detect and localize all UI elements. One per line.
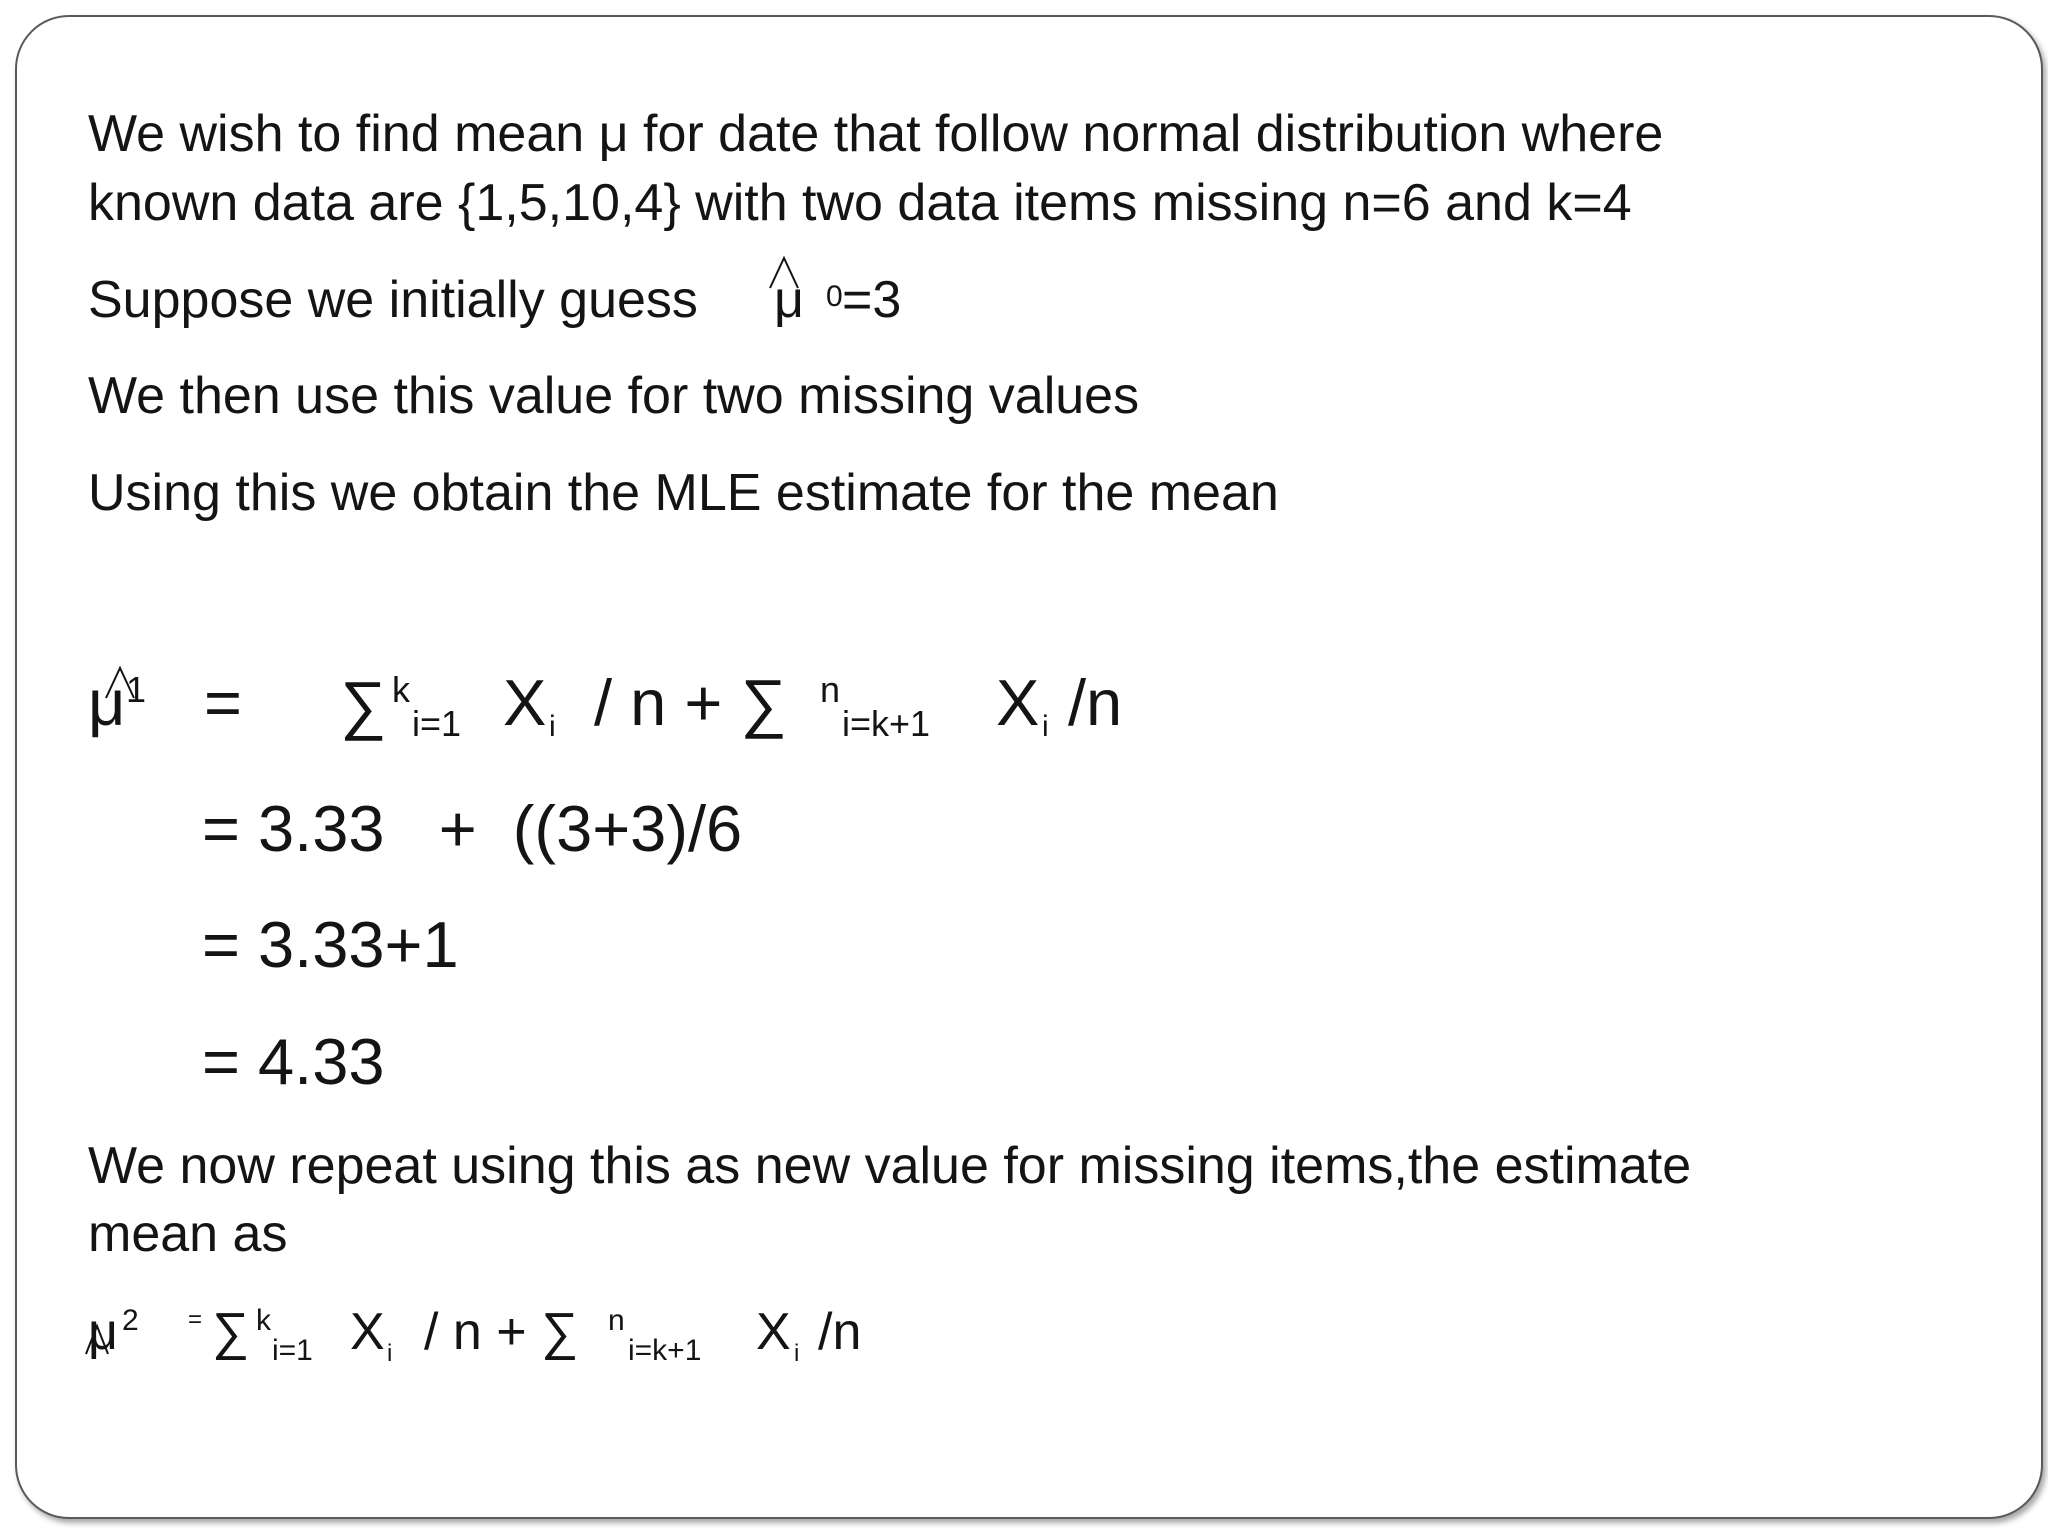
- guess-mu: μ: [774, 271, 804, 329]
- guess-value: =3: [842, 271, 902, 329]
- eq2-sum-2-lower: i=k+1: [628, 1334, 702, 1367]
- eq2-x-1: X: [350, 1303, 385, 1361]
- eq2-sum-1-lower: i=1: [272, 1334, 313, 1367]
- slide-frame: [15, 15, 2043, 1519]
- eq2-equals: =: [188, 1306, 203, 1333]
- eq2-x-2-sub: i: [794, 1340, 800, 1367]
- eq1-sum-2-lower: i=k+1: [842, 703, 931, 744]
- eq2-mu: μ: [88, 1303, 118, 1361]
- paragraph-5-line-1: We now repeat using this as new value for missing items,the estimate: [88, 1137, 1692, 1195]
- paragraph-3: We then use this value for two missing values: [88, 367, 1140, 425]
- step-2: = 3.33+1: [202, 908, 459, 981]
- eq1-middle: / n + ∑: [594, 666, 787, 739]
- eq2-x-2: X: [756, 1303, 791, 1361]
- paragraph-4: Using this we obtain the MLE estimate for the mean: [88, 464, 1279, 522]
- step-3: = 4.33: [202, 1025, 385, 1098]
- eq1-sum-2-upper: n: [820, 669, 841, 710]
- eq1-mu-superscript: 1: [126, 669, 147, 710]
- eq1-x-1-sub: i: [549, 710, 556, 743]
- eq1-x-2: X: [996, 666, 1040, 739]
- eq2-tail: /n: [818, 1303, 862, 1361]
- eq2-middle: / n + ∑: [424, 1303, 579, 1361]
- eq1-tail: /n: [1068, 666, 1123, 739]
- paragraph-1-line-2: known data are {1,5,10,4} with two data items missing n=6 and k=4: [88, 174, 1632, 232]
- eq1-x-2-sub: i: [1042, 710, 1049, 743]
- eq2-sum-1-upper: k: [256, 1304, 271, 1337]
- eq1-sum-1: ∑: [340, 668, 387, 741]
- paragraph-5-line-2: mean as: [88, 1205, 288, 1263]
- eq2-x-1-sub: i: [387, 1340, 393, 1367]
- eq2-sum-2-upper: n: [608, 1304, 625, 1337]
- guess-superscript: 0: [826, 280, 843, 313]
- eq1-sum-1-upper: k: [392, 669, 410, 710]
- eq1-sum-1-lower: i=1: [412, 703, 462, 744]
- eq2-sum-1: ∑: [212, 1303, 250, 1361]
- paragraph-1-line-1: We wish to find mean μ for date that follow normal distribution where: [88, 105, 1664, 163]
- eq1-x-1: X: [503, 666, 547, 739]
- guess-prefix: Suppose we initially guess: [88, 271, 698, 329]
- eq1-equals: =: [204, 666, 242, 739]
- eq2-mu-superscript: 2: [122, 1304, 139, 1337]
- eq1-mu: μ: [88, 666, 126, 739]
- step-1: = 3.33 + ((3+3)/6: [202, 792, 743, 865]
